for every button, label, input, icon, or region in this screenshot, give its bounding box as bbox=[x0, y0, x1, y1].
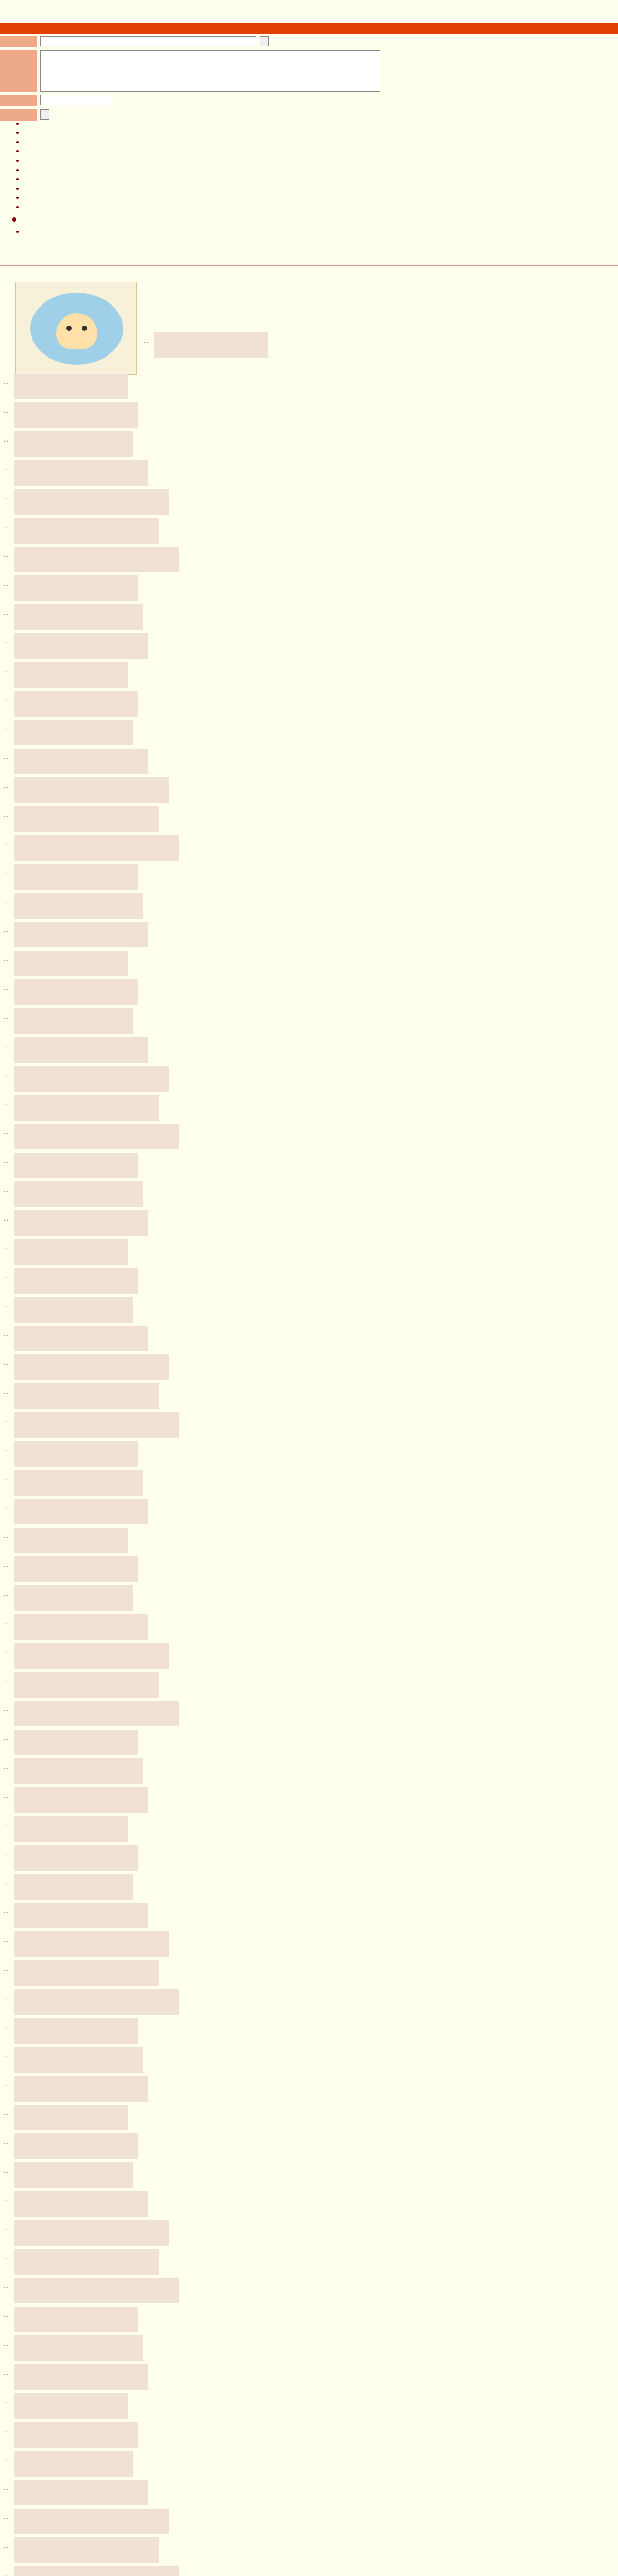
reply-header bbox=[19, 1817, 124, 1825]
reply-box bbox=[14, 2018, 138, 2044]
reply-header bbox=[19, 836, 175, 844]
reply-indent-marker: … bbox=[3, 1908, 9, 1914]
reply-header bbox=[19, 1067, 165, 1075]
reply-header bbox=[19, 2481, 144, 2489]
reply-header bbox=[19, 1009, 129, 1018]
reply-box bbox=[14, 1787, 148, 1813]
section-divider bbox=[0, 265, 618, 266]
rule-item bbox=[24, 118, 405, 128]
reply-indent-marker: … bbox=[3, 1764, 9, 1770]
reply-box bbox=[14, 1326, 148, 1351]
reply-box bbox=[14, 1383, 159, 1409]
reply-indent-marker: … bbox=[3, 2110, 9, 2116]
reply-header bbox=[19, 1731, 134, 1739]
reply-box bbox=[14, 575, 138, 601]
reply-indent-marker: … bbox=[3, 696, 9, 703]
reply-header bbox=[19, 1413, 175, 1421]
delete-key-row bbox=[0, 95, 391, 106]
reply-header bbox=[19, 2192, 144, 2200]
reply-header bbox=[19, 1788, 144, 1797]
reply-indent-marker: … bbox=[3, 2514, 9, 2520]
reply-indent-marker: … bbox=[3, 1158, 9, 1164]
reply-header bbox=[19, 1038, 144, 1046]
reply-indent-marker: … bbox=[3, 869, 9, 876]
delete-key-input[interactable] bbox=[40, 95, 112, 105]
reply-indent-marker: … bbox=[3, 1706, 9, 1713]
reply-box bbox=[14, 1585, 133, 1611]
reply-indent-marker: … bbox=[3, 2167, 9, 2174]
reply-indent-marker: … bbox=[3, 2254, 9, 2261]
reply-header bbox=[19, 1990, 175, 1998]
reply-indent-marker: … bbox=[3, 2341, 9, 2347]
reply-header bbox=[19, 1096, 154, 1104]
reply-header bbox=[19, 1471, 139, 1479]
reply-header bbox=[19, 375, 124, 383]
reply-header bbox=[19, 432, 129, 440]
reply-header bbox=[19, 2336, 139, 2345]
reply-header bbox=[19, 634, 144, 642]
reply-indent-marker: … bbox=[3, 667, 9, 674]
reply-indent-marker: … bbox=[3, 2196, 9, 2203]
reply-indent-marker: … bbox=[3, 1273, 9, 1280]
email-label bbox=[0, 36, 37, 47]
reply-indent-marker: … bbox=[3, 1850, 9, 1857]
thumbnail-face-shape bbox=[56, 313, 97, 349]
reply-header bbox=[19, 2019, 134, 2027]
reply-indent-marker: … bbox=[3, 1677, 9, 1684]
reply-box bbox=[14, 720, 133, 745]
reply-box bbox=[14, 1556, 138, 1582]
thumbnail-eye-shape bbox=[66, 326, 72, 331]
reply-indent-marker: … bbox=[3, 1735, 9, 1741]
reply-indent-marker: … bbox=[3, 1475, 9, 1482]
reply-box bbox=[14, 1066, 169, 1092]
reply-indent-marker: … bbox=[3, 927, 9, 934]
reply-box bbox=[14, 2509, 169, 2534]
reply-indent-marker: … bbox=[3, 754, 9, 760]
file-select-button[interactable] bbox=[40, 109, 49, 120]
reply-header bbox=[19, 1759, 139, 1768]
reply-header bbox=[19, 2423, 134, 2431]
reply-header bbox=[19, 1875, 129, 1883]
reply-indent-marker: … bbox=[3, 1187, 9, 1193]
reply-box bbox=[14, 1470, 143, 1496]
reply-header bbox=[19, 2365, 144, 2374]
reply-box bbox=[14, 864, 138, 890]
reply-header bbox=[19, 1961, 154, 1970]
reply-box bbox=[14, 1816, 128, 1842]
reply-box bbox=[14, 922, 148, 947]
reply-header bbox=[19, 692, 134, 700]
reply-box bbox=[14, 806, 159, 832]
reply-box bbox=[14, 1758, 143, 1784]
reply-header bbox=[19, 2510, 165, 2518]
reply-indent-marker: … bbox=[3, 436, 9, 443]
reply-box bbox=[14, 2480, 148, 2505]
reply-box bbox=[14, 1989, 179, 2015]
reply-box bbox=[14, 662, 128, 688]
reply-header bbox=[19, 663, 124, 671]
email-row bbox=[0, 36, 391, 47]
reply-indent-marker: … bbox=[3, 379, 9, 385]
reply-indent-marker: … bbox=[3, 523, 9, 530]
reply-box bbox=[14, 691, 138, 717]
rule-item bbox=[24, 165, 405, 174]
reply-box bbox=[14, 1441, 138, 1467]
reply-box bbox=[14, 1037, 148, 1063]
reply-header bbox=[19, 778, 165, 787]
rule-item bbox=[24, 128, 405, 137]
reply-indent-marker: … bbox=[3, 1302, 9, 1309]
reply-box bbox=[14, 2105, 128, 2130]
reply-box bbox=[14, 1499, 148, 1524]
reply-box bbox=[14, 2537, 159, 2563]
reply-box bbox=[14, 951, 128, 976]
reply-header bbox=[19, 403, 134, 412]
reply-header bbox=[19, 1615, 144, 1623]
reply-indent-marker: … bbox=[3, 408, 9, 414]
reply-indent-marker: … bbox=[3, 1042, 9, 1049]
reply-box bbox=[14, 604, 143, 630]
reply-indent-marker: … bbox=[3, 1129, 9, 1136]
reply-indent-marker: … bbox=[3, 811, 9, 818]
reply-box bbox=[14, 2076, 148, 2102]
reply-header bbox=[19, 1933, 165, 1941]
reply-header bbox=[19, 519, 154, 527]
reply-indent-marker: … bbox=[3, 552, 9, 558]
reply-indent-marker: … bbox=[3, 581, 9, 587]
reply-indent-marker: … bbox=[3, 2139, 9, 2145]
reply-header bbox=[19, 923, 144, 931]
reply-box bbox=[14, 1008, 133, 1034]
reply-box bbox=[14, 1354, 169, 1380]
reply-indent-marker: … bbox=[3, 2543, 9, 2549]
reply-box bbox=[154, 332, 268, 358]
reply-indent-marker: … bbox=[3, 1388, 9, 1395]
reply-box bbox=[14, 1903, 148, 1928]
reply-box bbox=[14, 1239, 128, 1265]
posting-rules bbox=[15, 118, 405, 236]
rule-item bbox=[24, 183, 405, 193]
reply-box bbox=[14, 1672, 159, 1698]
reply-indent-marker: … bbox=[3, 898, 9, 905]
reply-indent-marker: … bbox=[3, 1446, 9, 1453]
reply-header bbox=[19, 865, 134, 873]
reply-header bbox=[19, 2134, 134, 2143]
reply-indent-marker: … bbox=[3, 1215, 9, 1222]
reply-box bbox=[14, 979, 138, 1005]
reply-indent-marker: … bbox=[3, 1013, 9, 1020]
reply-box bbox=[14, 431, 133, 457]
reply-header bbox=[19, 577, 134, 585]
reply-header bbox=[19, 1384, 154, 1393]
reply-header bbox=[19, 2163, 129, 2172]
reply-header bbox=[19, 2538, 154, 2547]
reply-box bbox=[14, 1124, 179, 1149]
reply-indent-marker: … bbox=[3, 2485, 9, 2492]
submit-button[interactable] bbox=[260, 36, 269, 46]
thumbnail-eye-shape bbox=[82, 326, 87, 331]
reply-box bbox=[14, 2278, 179, 2303]
reply-indent-marker: … bbox=[3, 2081, 9, 2088]
reply-box bbox=[14, 2220, 169, 2246]
reply-box bbox=[14, 2047, 143, 2073]
reply-indent-marker: … bbox=[3, 1821, 9, 1828]
reply-box bbox=[14, 460, 148, 486]
reply-header bbox=[19, 894, 139, 902]
reply-header bbox=[19, 1846, 134, 1854]
reply-indent-marker: … bbox=[3, 956, 9, 962]
reply-header bbox=[19, 1557, 134, 1566]
rule-item bbox=[24, 174, 405, 183]
reply-header bbox=[19, 1298, 129, 1306]
reply-header bbox=[19, 721, 129, 729]
reply-box bbox=[14, 2191, 148, 2217]
reply-indent-marker: … bbox=[3, 2312, 9, 2318]
reply-box bbox=[14, 1181, 143, 1207]
reply-box bbox=[14, 374, 128, 399]
reply-header bbox=[19, 1154, 134, 1162]
reply-header bbox=[19, 1240, 124, 1248]
reply-box bbox=[14, 1412, 179, 1438]
reply-box bbox=[14, 1845, 138, 1871]
reply-header bbox=[19, 2279, 175, 2287]
reply-header bbox=[19, 1644, 165, 1652]
reply-box bbox=[14, 777, 169, 803]
reply-indent-marker: … bbox=[3, 1879, 9, 1886]
reply-indent-marker: … bbox=[3, 725, 9, 732]
reply-indent-marker: … bbox=[3, 985, 9, 991]
reply-indent-marker: … bbox=[3, 1360, 9, 1366]
delete-key-label bbox=[0, 95, 37, 106]
reply-indent-marker: … bbox=[3, 1590, 9, 1597]
reply-box bbox=[14, 2307, 138, 2332]
reply-box bbox=[14, 893, 143, 919]
reply-box bbox=[14, 1614, 148, 1640]
reply-header bbox=[19, 1355, 165, 1364]
reply-indent-marker: … bbox=[3, 638, 9, 645]
rule-item bbox=[24, 156, 405, 165]
reply-box bbox=[14, 1730, 138, 1755]
reply-box bbox=[14, 2393, 128, 2419]
reply-box bbox=[14, 1874, 133, 1900]
reply-header bbox=[19, 2106, 124, 2114]
reply-box bbox=[14, 2162, 133, 2188]
reply-indent-marker: … bbox=[3, 2571, 9, 2576]
reply-header bbox=[19, 2221, 165, 2229]
reply-header bbox=[19, 807, 154, 816]
rule-item-links[interactable] bbox=[24, 227, 405, 236]
reply-box bbox=[14, 1931, 169, 1957]
reply-header bbox=[19, 1269, 134, 1277]
reply-box bbox=[14, 1960, 159, 1986]
reply-header bbox=[19, 1702, 175, 1710]
reply-box bbox=[14, 2566, 179, 2576]
reply-box bbox=[14, 1095, 159, 1121]
reply-header bbox=[19, 952, 124, 960]
reply-box bbox=[14, 1297, 133, 1323]
rule-item bbox=[24, 202, 405, 211]
reply-box bbox=[14, 2451, 133, 2477]
reply-form bbox=[0, 36, 391, 124]
reply-indent-marker: … bbox=[3, 1562, 9, 1568]
reply-box bbox=[14, 2364, 148, 2390]
comment-label bbox=[0, 50, 37, 92]
reply-box bbox=[14, 835, 179, 861]
reply-indent-marker: … bbox=[3, 1071, 9, 1078]
reply-header bbox=[19, 1529, 124, 1537]
reply-indent-marker: … bbox=[3, 783, 9, 789]
comment-row bbox=[0, 50, 391, 92]
reply-box bbox=[14, 547, 179, 572]
reply-indent-marker: … bbox=[3, 1504, 9, 1511]
reply-indent-marker: … bbox=[3, 2283, 9, 2290]
reply-header bbox=[19, 1182, 139, 1191]
email-input[interactable] bbox=[40, 36, 256, 46]
reply-header bbox=[19, 2452, 129, 2460]
reply-header bbox=[19, 2567, 175, 2575]
reply-box bbox=[14, 1643, 169, 1669]
reply-box bbox=[14, 1210, 148, 1236]
reply-box bbox=[14, 2422, 138, 2448]
reply-indent-marker: … bbox=[3, 494, 9, 501]
rule-item-large-link[interactable] bbox=[24, 211, 405, 227]
reply-header bbox=[19, 1673, 154, 1681]
reply-header bbox=[19, 1327, 144, 1335]
reply-box bbox=[14, 1268, 138, 1294]
reply-header bbox=[19, 605, 139, 614]
reply-indent-marker: … bbox=[3, 609, 9, 616]
character-thumbnail-icon[interactable] bbox=[15, 282, 137, 375]
reply-header bbox=[19, 1211, 144, 1219]
reply-indent-marker: … bbox=[3, 2052, 9, 2059]
reply-indent-marker: … bbox=[3, 1244, 9, 1251]
reply-header bbox=[19, 1442, 134, 1450]
comment-input[interactable] bbox=[40, 50, 380, 92]
reply-box bbox=[14, 1153, 138, 1178]
reply-indent-marker: … bbox=[3, 2023, 9, 2030]
rule-item bbox=[24, 137, 405, 146]
reply-indent-marker: … bbox=[3, 1100, 9, 1107]
rule-item bbox=[24, 193, 405, 202]
reply-header bbox=[19, 1500, 144, 1508]
reply-header bbox=[19, 2394, 124, 2402]
reply-indent-marker: … bbox=[3, 1792, 9, 1799]
reply-header bbox=[19, 2048, 139, 2056]
reply-indent-marker: … bbox=[3, 2427, 9, 2434]
reply-indent-marker: … bbox=[3, 465, 9, 472]
reply-mode-bar bbox=[0, 23, 618, 34]
reply-indent-marker: … bbox=[3, 1994, 9, 2001]
rule-item bbox=[24, 146, 405, 156]
reply-header bbox=[19, 750, 144, 758]
reply-box bbox=[14, 518, 159, 544]
reply-indent-marker: … bbox=[3, 1533, 9, 1539]
reply-header bbox=[19, 548, 175, 556]
reply-header bbox=[159, 333, 264, 342]
reply-header bbox=[19, 1125, 175, 1133]
reply-box bbox=[14, 489, 169, 515]
reply-indent-marker: … bbox=[3, 1937, 9, 1943]
reply-box bbox=[14, 402, 138, 428]
reply-box bbox=[14, 749, 148, 774]
reply-box bbox=[14, 1528, 128, 1553]
reply-indent-marker: … bbox=[3, 2398, 9, 2405]
reply-indent-marker: … bbox=[3, 1417, 9, 1424]
reply-box bbox=[14, 2133, 138, 2159]
reply-box bbox=[14, 1701, 179, 1726]
reply-indent-marker: … bbox=[3, 2456, 9, 2463]
reply-indent-marker: … bbox=[3, 1331, 9, 1337]
reply-header bbox=[19, 1904, 144, 1912]
reply-indent-marker: … bbox=[143, 337, 149, 344]
reply-box bbox=[14, 633, 148, 659]
reply-indent-marker: … bbox=[3, 2225, 9, 2232]
reply-header bbox=[19, 2250, 154, 2258]
reply-box bbox=[14, 2249, 159, 2275]
reply-indent-marker: … bbox=[3, 1619, 9, 1626]
reply-header bbox=[19, 461, 144, 469]
reply-indent-marker: … bbox=[3, 2369, 9, 2376]
reply-header bbox=[19, 1586, 129, 1595]
reply-header bbox=[19, 2077, 144, 2085]
reply-header bbox=[19, 980, 134, 989]
reply-header bbox=[19, 490, 165, 498]
reply-box bbox=[14, 2335, 143, 2361]
reply-indent-marker: … bbox=[3, 1965, 9, 1972]
reply-indent-marker: … bbox=[3, 840, 9, 847]
reply-indent-marker: … bbox=[3, 1648, 9, 1655]
reply-header bbox=[19, 2308, 134, 2316]
